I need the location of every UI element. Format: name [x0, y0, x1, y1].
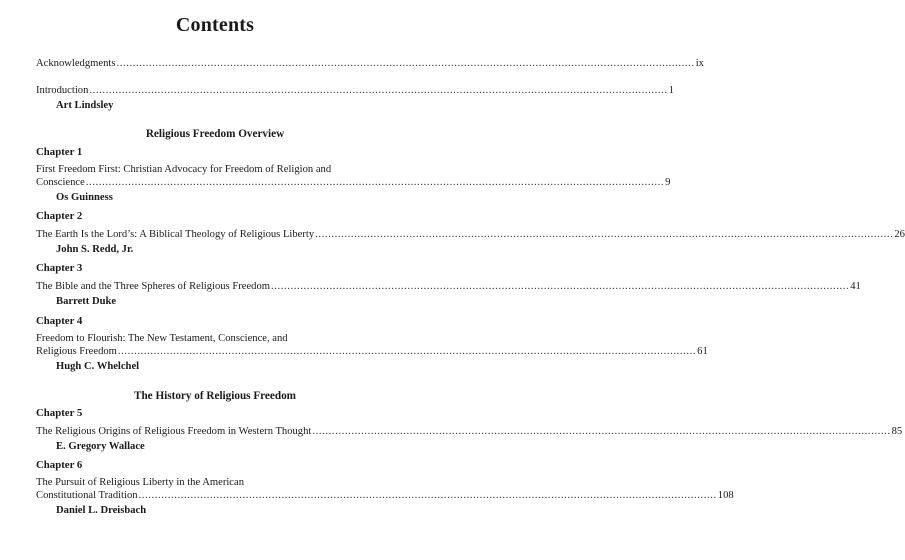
toc-row [36, 280, 861, 293]
toc-row [36, 345, 708, 358]
section-heading: The History of Religious Freedom [134, 390, 296, 402]
dot-leader: .................................................................................................................................................................................. [271, 281, 850, 292]
chapter-label: Chapter 3 [36, 262, 83, 274]
toc-entry-title: The Religious Origins of Religious Freedom in Western Thought [36, 426, 312, 437]
dot-leader: .................................................................................................................................................................................. [138, 490, 717, 501]
toc-row [36, 228, 905, 241]
toc-row [36, 425, 903, 438]
toc-entry-title-line: The Pursuit of Religious Liberty in the American [36, 477, 245, 488]
toc-entry-title: The Earth Is the Lord’s: A Biblical Theology of Religious Liberty [36, 229, 315, 240]
toc-entry-acknowledgments[interactable] [36, 57, 704, 70]
page-number: 85 [891, 426, 903, 437]
dot-leader: .................................................................................................................................................................................. [312, 426, 891, 437]
dot-leader: .................................................................................................................................................................................. [116, 58, 695, 69]
chapter-label: Chapter 1 [36, 146, 83, 158]
toc-entry-title: Acknowledgments [36, 58, 116, 69]
toc-entry-title: Constitutional Tradition [36, 490, 138, 501]
author-name: E. Gregory Wallace [56, 441, 145, 452]
dot-leader: .................................................................................................................................................................................. [315, 229, 894, 240]
toc-entry-chapter-3[interactable] [36, 280, 861, 308]
toc-row [36, 176, 671, 189]
author-name: Barrett Duke [56, 296, 117, 307]
dot-leader: .................................................................................................................................................................................. [117, 346, 697, 357]
page-number: 9 [665, 177, 671, 188]
toc-entry-title: Introduction [36, 85, 89, 96]
toc-entry-introduction[interactable] [36, 84, 674, 112]
toc-row [36, 84, 674, 97]
toc-entry-chapter-5[interactable] [36, 425, 903, 453]
toc-row [36, 57, 704, 70]
chapter-label: Chapter 6 [36, 459, 83, 471]
toc-entry-title-line: First Freedom First: Christian Advocacy for Freedom of Religion and [36, 164, 332, 175]
dot-leader: .................................................................................................................................................................................. [85, 177, 665, 188]
page-number: 26 [894, 229, 905, 240]
author-name: John S. Redd, Jr. [56, 244, 134, 255]
page-number: 41 [850, 281, 861, 292]
author-name: Daniel L. Dreisbach [56, 505, 147, 516]
dot-leader: .................................................................................................................................................................................. [89, 85, 668, 96]
toc-entry-chapter-2[interactable] [36, 228, 905, 256]
page-title: Contents [175, 14, 255, 36]
toc-entry-title: The Bible and the Three Spheres of Religious Freedom [36, 281, 270, 292]
toc-entry-chapter-4[interactable] [36, 332, 708, 373]
author-name: Os Guinness [56, 192, 113, 203]
page-number: 61 [697, 346, 708, 357]
page-number: ix [695, 58, 704, 69]
page-number: 108 [717, 490, 734, 501]
section-heading: Religious Freedom Overview [145, 128, 285, 140]
toc-entry-title: Religious Freedom [36, 346, 117, 357]
toc-row [36, 489, 734, 502]
author-name: Hugh C. Whelchel [56, 361, 140, 372]
toc-entry-title-line: Freedom to Flourish: The New Testament, Conscience, and [36, 333, 288, 344]
chapter-label: Chapter 5 [36, 407, 83, 419]
toc-entry-title: Conscience [36, 177, 85, 188]
toc-entry-chapter-1[interactable] [36, 163, 671, 204]
page-number: 1 [668, 85, 674, 96]
chapter-label: Chapter 4 [36, 315, 83, 327]
author-name: Art Lindsley [56, 100, 114, 111]
chapter-label: Chapter 2 [36, 210, 83, 222]
toc-entry-chapter-6[interactable] [36, 476, 734, 517]
